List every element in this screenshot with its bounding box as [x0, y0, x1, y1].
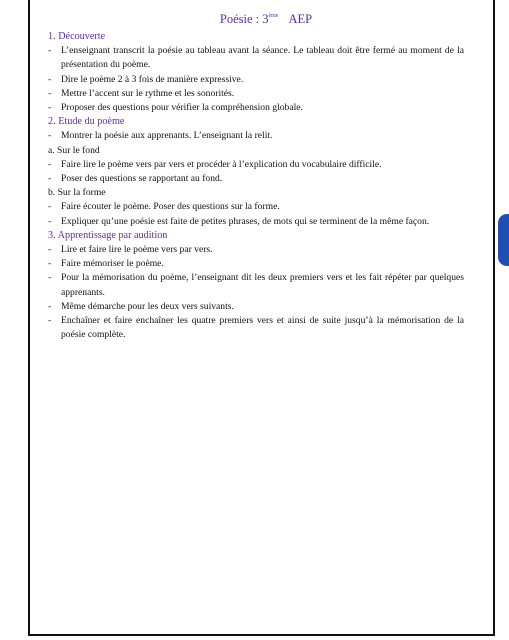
title-level: AEP	[288, 12, 313, 26]
document-body	[48, 8, 464, 342]
page-border-left	[28, 0, 30, 636]
title-superscript: ème	[268, 13, 279, 19]
list-item: - Poser des questions se rapportant au fond.	[48, 172, 464, 186]
list-item: - Lire et faire lire le poème vers par vers.	[48, 243, 464, 257]
page-border-bottom	[28, 634, 495, 636]
list-item: - Même démarche pour les deux vers suivants.	[48, 300, 464, 314]
subsection-label-fond: a. Sur le fond	[48, 144, 100, 156]
list-item: - Faire lire le poème vers par vers et procéder à l’explication du vocabulaire difficile.	[48, 158, 464, 172]
page-title	[68, 8, 464, 27]
section-heading-decouverte: 1. Découverte	[48, 31, 106, 42]
list-item: - Mettre l’accent sur le rythme et les sonorités.	[48, 87, 464, 101]
list-item: - Pour la mémorisation du poème, l’enseignant dit les deux premiers vers et les fait répéter par quelques apprenants.	[48, 271, 464, 299]
section-heading-etude: 2. Etude du poème	[48, 116, 125, 128]
list-item: - Faire écouter le poème. Poser des questions sur la forme.	[48, 200, 464, 214]
list-item: - Faire mémoriser le poème.	[48, 257, 464, 271]
list-item: - Proposer des questions pour vérifier la compréhension globale.	[48, 101, 464, 115]
page-border-right	[493, 0, 495, 636]
list-item: - Montrer la poésie aux apprenants. L’enseignant la relit.	[48, 129, 464, 143]
subsection-label-forme: b. Sur la forme	[48, 187, 106, 199]
list-item: - Enchaîner et faire enchaîner les quatre premiers vers et ainsi de suite jusqu’à la mémorisation de la poésie complète.	[48, 314, 464, 342]
list-item: - Dire le poème 2 à 3 fois de manière expressive.	[48, 73, 464, 87]
list-item: - L’enseignant transcrit la poésie au tableau avant la séance. Le tableau doit être fermé au moment de la présentation du poème.	[48, 44, 464, 72]
list-item: - Expliquer qu’une poésie est faite de petites phrases, de mots qui se terminent de la même façon.	[48, 215, 464, 229]
side-scroll-tab[interactable]	[498, 214, 509, 266]
section-heading-apprentissage: 3. Apprentissage par audition	[48, 229, 168, 241]
title-main: Poésie : 3	[219, 12, 269, 26]
